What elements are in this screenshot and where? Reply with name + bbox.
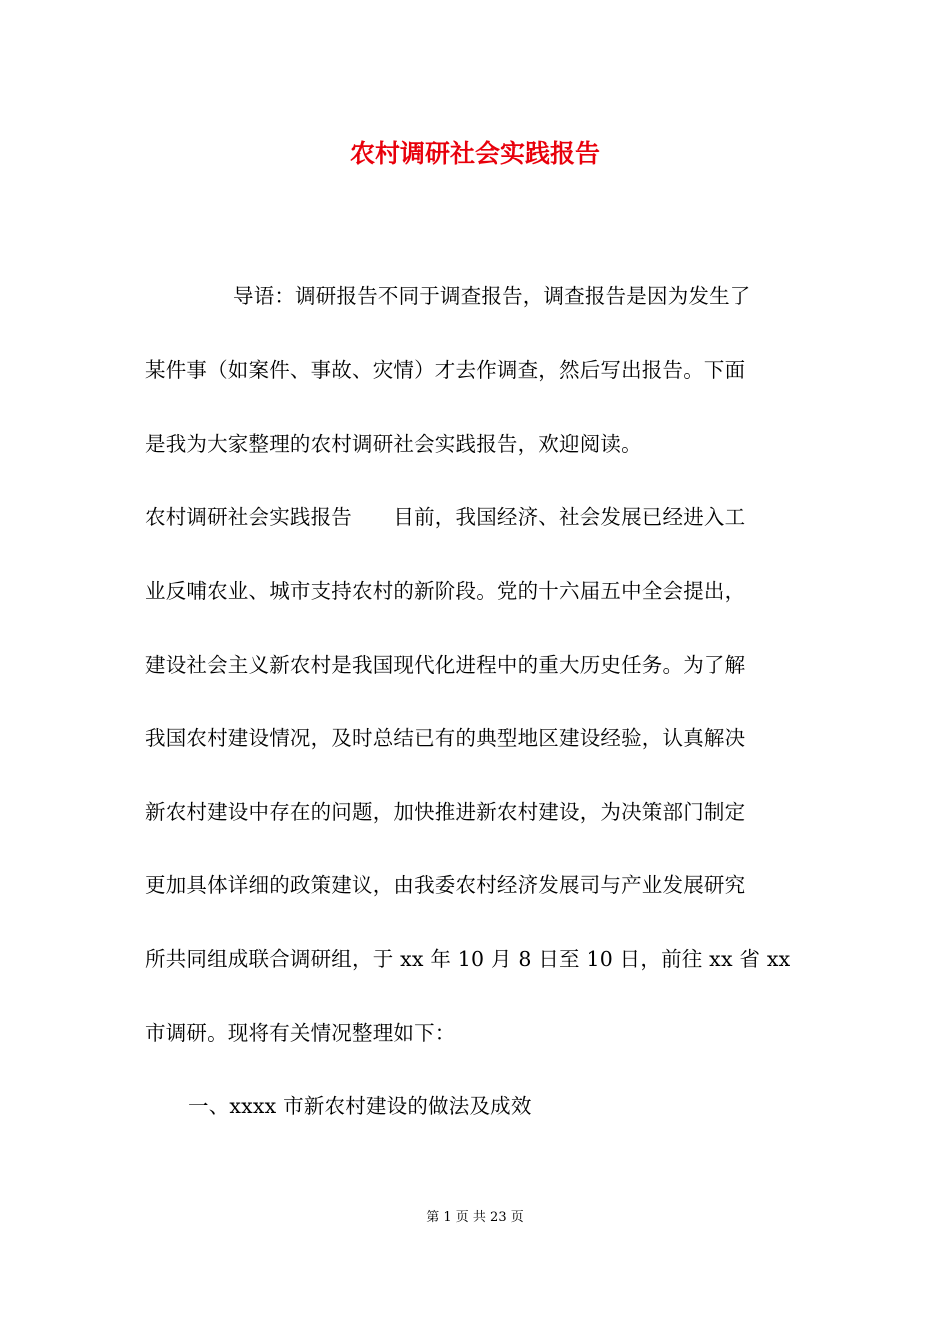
paragraph-line-7: 我国农村建设情况，及时总结已有的典型地区建设经验，认真解决 bbox=[145, 726, 746, 750]
page-footer: 第 1 页 共 23 页 bbox=[426, 1210, 524, 1225]
paragraph-line-4: 农村调研社会实践报告 目前，我国经济、社会发展已经进入工 bbox=[145, 505, 746, 529]
paragraph-line-10: 所共同组成联合调研组，于 xx 年 10 月 8 日至 10 日，前往 xx 省 xx bbox=[145, 947, 791, 971]
paragraph-line-1: 导语：调研报告不同于调查报告，调查报告是因为发生了 bbox=[233, 284, 751, 308]
paragraph-line-5: 业反哺农业、城市支持农村的新阶段。党的十六届五中全会提出， bbox=[145, 579, 746, 603]
paragraph-line-2: 某件事（如案件、事故、灾情）才去作调查，然后写出报告。下面 bbox=[145, 358, 746, 382]
paragraph-line-3: 是我为大家整理的农村调研社会实践报告，欢迎阅读。 bbox=[145, 432, 642, 456]
paragraph-line-8: 新农村建设中存在的问题，加快推进新农村建设，为决策部门制定 bbox=[145, 800, 746, 824]
paragraph-line-9: 更加具体详细的政策建议，由我委农村经济发展司与产业发展研究 bbox=[145, 873, 746, 897]
section-heading: 一、xxxx 市新农村建设的做法及成效 bbox=[188, 1094, 532, 1118]
paragraph-line-6: 建设社会主义新农村是我国现代化进程中的重大历史任务。为了解 bbox=[145, 653, 746, 677]
paragraph-line-11: 市调研。现将有关情况整理如下： bbox=[145, 1021, 456, 1045]
page-title: 农村调研社会实践报告 bbox=[349, 139, 600, 168]
